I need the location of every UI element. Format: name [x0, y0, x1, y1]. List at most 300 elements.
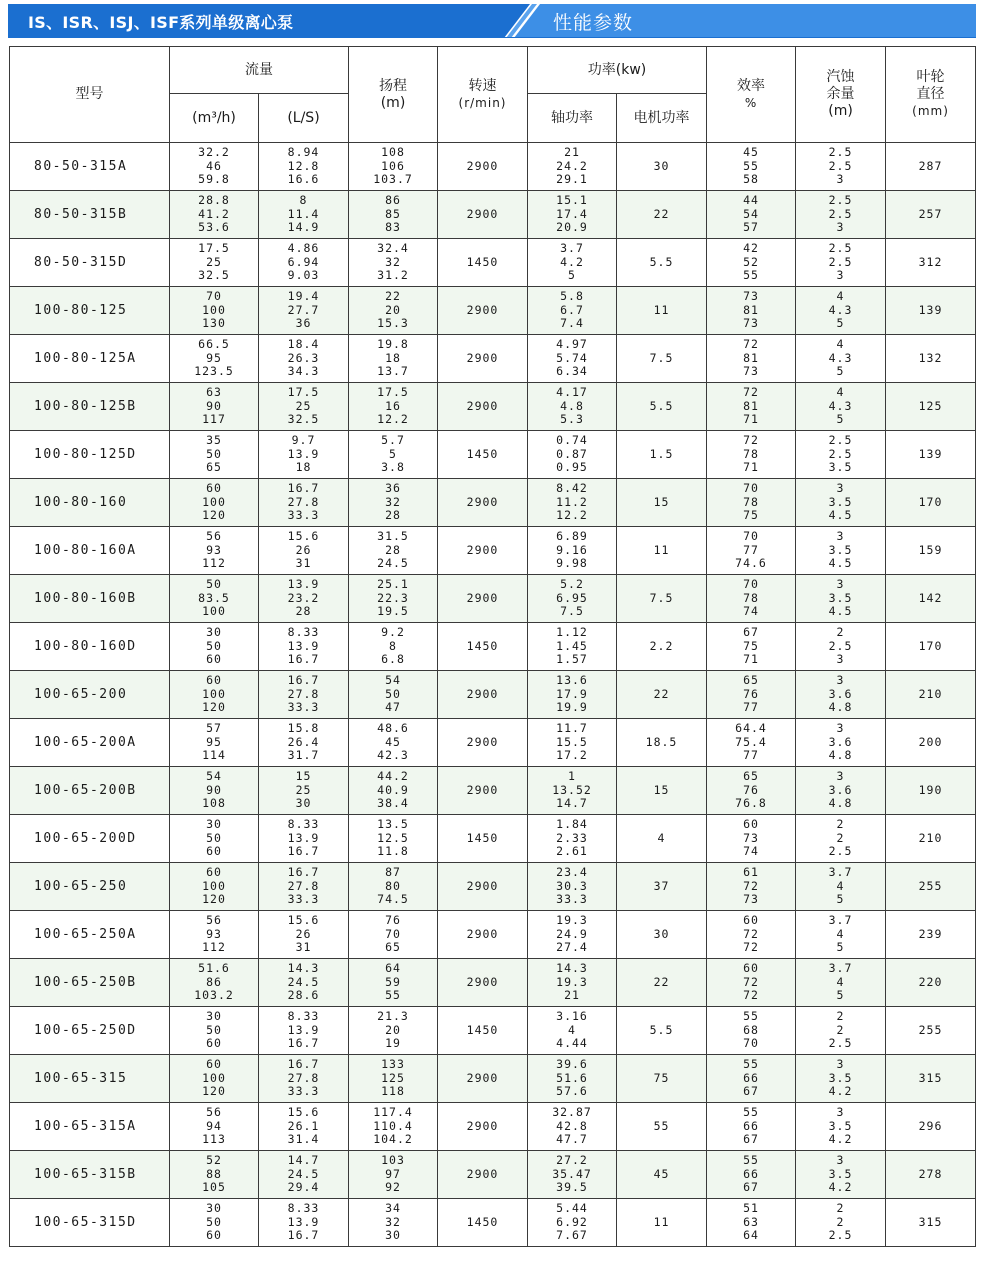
cell-npsh [796, 239, 886, 287]
cell-efficiency [707, 1055, 796, 1103]
cell-flow-ls [259, 623, 349, 671]
cell-efficiency-value: 81 [743, 398, 759, 413]
cell-npsh-value: 4.5 [828, 604, 853, 619]
cell-npsh-value: 2.5 [828, 638, 853, 653]
cell-efficiency-value: 72 [743, 974, 759, 989]
cell-shaft-power-value: 23.4 [556, 865, 588, 880]
cell-head [349, 863, 438, 911]
cell-npsh-value: 3.5 [828, 460, 853, 475]
cell-flow-m3h [170, 431, 259, 479]
cell-head-value: 12.2 [377, 412, 409, 427]
cell-flow-ls-value: 13.9 [287, 577, 320, 592]
cell-shaft-power-value: 5.8 [560, 289, 584, 304]
cell-flow-m3h-value: 60 [206, 673, 222, 688]
cell-npsh-value: 2.5 [828, 446, 853, 461]
cell-impeller: 220 [886, 959, 976, 1007]
cell-efficiency-value: 72 [743, 988, 759, 1003]
cell-model: 100-65-200A [10, 719, 170, 767]
cell-speed: 2900 [438, 863, 528, 911]
cell-impeller: 296 [886, 1103, 976, 1151]
cell-npsh-value: 3.5 [828, 1166, 853, 1181]
cell-flow-m3h-value: 60 [206, 481, 222, 496]
cell-shaft-power-value: 3.16 [556, 1009, 588, 1024]
cell-npsh [796, 431, 886, 479]
cell-efficiency-value: 55 [743, 268, 759, 283]
cell-npsh [796, 959, 886, 1007]
cell-efficiency-value: 63 [743, 1214, 759, 1229]
cell-efficiency-value: 76 [743, 686, 759, 701]
cell-efficiency-value: 78 [743, 494, 759, 509]
cell-shaft-power-value: 0.87 [556, 446, 588, 461]
cell-motor-power: 55 [617, 1103, 707, 1151]
cell-efficiency-value: 65 [743, 673, 759, 688]
cell-head-value: 17.5 [377, 385, 409, 400]
cell-flow-ls-value: 6.94 [287, 254, 320, 269]
cell-efficiency-value: 58 [743, 172, 759, 187]
cell-speed: 1450 [438, 623, 528, 671]
cell-flow-m3h-value: 59.8 [198, 172, 230, 187]
cell-flow-ls-value: 18 [295, 460, 312, 475]
cell-speed: 2900 [438, 719, 528, 767]
cell-impeller: 287 [886, 143, 976, 191]
cell-model: 100-65-250B [10, 959, 170, 1007]
cell-shaft-power-value: 9.16 [556, 542, 588, 557]
cell-shaft-power-value: 4 [568, 1022, 576, 1037]
cell-npsh-value: 2.5 [828, 241, 853, 256]
cell-head-value: 16 [385, 398, 401, 413]
cell-model: 100-80-125 [10, 287, 170, 335]
cell-motor-power: 18.5 [617, 719, 707, 767]
cell-efficiency-value: 76 [743, 782, 759, 797]
cell-flow-m3h-value: 56 [206, 529, 222, 544]
cell-shaft-power-value: 3.7 [560, 241, 584, 256]
cell-head [349, 1151, 438, 1199]
cell-efficiency [707, 815, 796, 863]
cell-flow-m3h-value: 93 [206, 926, 222, 941]
cell-speed: 2900 [438, 383, 528, 431]
cell-motor-power: 5.5 [617, 383, 707, 431]
cell-shaft-power [528, 383, 617, 431]
cell-head-value: 13.7 [377, 364, 409, 379]
cell-head-value: 97 [385, 1166, 401, 1181]
cell-impeller: 132 [886, 335, 976, 383]
cell-npsh-value: 4.8 [828, 700, 853, 715]
cell-npsh-value: 2 [836, 830, 845, 845]
cell-shaft-power-value: 0.95 [556, 460, 588, 475]
cell-head-value: 38.4 [377, 796, 409, 811]
cell-flow-ls-value: 16.7 [287, 1057, 320, 1072]
cell-npsh-value: 3.5 [828, 1070, 853, 1085]
cell-flow-ls-value: 15 [295, 769, 312, 784]
cell-npsh-value: 4 [836, 337, 845, 352]
cell-npsh-value: 2.5 [828, 433, 853, 448]
cell-flow-ls-value: 24.5 [287, 1166, 320, 1181]
table-row [10, 623, 976, 671]
cell-flow-m3h [170, 575, 259, 623]
cell-npsh-value: 2.5 [828, 145, 853, 160]
cell-shaft-power-value: 2.61 [556, 844, 588, 859]
cell-head [349, 143, 438, 191]
cell-head-value: 80 [385, 878, 401, 893]
cell-head-value: 87 [385, 865, 401, 880]
cell-shaft-power-value: 4.17 [556, 385, 588, 400]
cell-npsh-value: 4.3 [828, 350, 853, 365]
cell-impeller: 255 [886, 1007, 976, 1055]
cell-flow-m3h-value: 32.5 [198, 268, 230, 283]
cell-npsh [796, 671, 886, 719]
cell-head-value: 92 [385, 1180, 401, 1195]
cell-shaft-power-value: 24.2 [556, 158, 588, 173]
cell-model: 100-65-315B [10, 1151, 170, 1199]
cell-flow-ls-value: 28 [295, 604, 312, 619]
cell-flow-ls-value: 26.1 [287, 1118, 320, 1133]
cell-flow-m3h-value: 88 [206, 1166, 222, 1181]
cell-head-value: 76 [385, 913, 401, 928]
cell-npsh-value: 3 [836, 769, 845, 784]
cell-flow-ls [259, 527, 349, 575]
table-row [10, 479, 976, 527]
cell-head [349, 911, 438, 959]
cell-efficiency [707, 287, 796, 335]
cell-motor-power: 22 [617, 959, 707, 1007]
cell-flow-m3h-value: 50 [206, 830, 222, 845]
performance-table [9, 46, 976, 1247]
table-row [10, 911, 976, 959]
cell-head-value: 32 [385, 254, 401, 269]
cell-flow-m3h-value: 100 [202, 686, 226, 701]
cell-flow-m3h-value: 50 [206, 1214, 222, 1229]
cell-head-value: 32 [385, 494, 401, 509]
cell-npsh-value: 5 [836, 892, 845, 907]
cell-flow-m3h-value: 51.6 [198, 961, 230, 976]
cell-flow-ls [259, 863, 349, 911]
cell-impeller: 170 [886, 623, 976, 671]
cell-efficiency [707, 527, 796, 575]
cell-shaft-power-value: 39.5 [556, 1180, 588, 1195]
cell-speed: 2900 [438, 479, 528, 527]
cell-speed: 1450 [438, 431, 528, 479]
table-row [10, 239, 976, 287]
cell-speed: 1450 [438, 815, 528, 863]
cell-shaft-power [528, 719, 617, 767]
cell-speed: 2900 [438, 671, 528, 719]
header-speed-unit: (r/min) [458, 95, 507, 110]
cell-model: 100-65-200 [10, 671, 170, 719]
cell-npsh-value: 3.5 [828, 590, 853, 605]
cell-shaft-power-value: 47.7 [556, 1132, 588, 1147]
cell-efficiency-value: 55 [743, 1105, 759, 1120]
cell-npsh [796, 383, 886, 431]
table-row [10, 1199, 976, 1247]
cell-speed: 2900 [438, 1103, 528, 1151]
cell-shaft-power-value: 21 [564, 145, 580, 160]
cell-flow-ls-value: 14.9 [287, 220, 320, 235]
table-row [10, 431, 976, 479]
cell-model: 100-65-250D [10, 1007, 170, 1055]
cell-motor-power: 37 [617, 863, 707, 911]
cell-flow-ls [259, 431, 349, 479]
cell-npsh-value: 2 [836, 1022, 845, 1037]
cell-efficiency-value: 77 [743, 748, 759, 763]
cell-flow-m3h-value: 95 [206, 734, 222, 749]
cell-shaft-power [528, 479, 617, 527]
cell-efficiency-value: 66 [743, 1118, 759, 1133]
cell-npsh [796, 767, 886, 815]
cell-npsh [796, 191, 886, 239]
cell-head-value: 108 [381, 145, 405, 160]
cell-efficiency [707, 191, 796, 239]
cell-flow-ls-value: 16.7 [287, 1036, 320, 1051]
cell-npsh-value: 3.5 [828, 542, 853, 557]
cell-flow-ls-value: 31 [295, 556, 312, 571]
cell-efficiency-value: 67 [743, 1180, 759, 1195]
table-row [10, 287, 976, 335]
cell-flow-m3h-value: 50 [206, 446, 222, 461]
cell-flow-m3h [170, 815, 259, 863]
cell-flow-m3h-value: 100 [202, 604, 226, 619]
cell-speed: 2900 [438, 959, 528, 1007]
cell-npsh [796, 863, 886, 911]
cell-flow-m3h-value: 112 [202, 556, 226, 571]
cell-shaft-power-value: 27.2 [556, 1153, 588, 1168]
table-row [10, 863, 976, 911]
cell-efficiency-value: 70 [743, 529, 759, 544]
cell-flow-ls-value: 25 [295, 398, 312, 413]
cell-efficiency-value: 70 [743, 1036, 759, 1051]
cell-flow-ls-value: 13.9 [287, 446, 320, 461]
header-speed [438, 47, 528, 143]
cell-flow-ls-value: 8.33 [287, 625, 320, 640]
cell-head-value: 11.8 [377, 844, 409, 859]
cell-npsh-value: 4.2 [828, 1180, 853, 1195]
cell-head-value: 25.1 [377, 577, 409, 592]
cell-shaft-power-value: 5.74 [556, 350, 588, 365]
cell-shaft-power [528, 527, 617, 575]
cell-head-value: 45 [385, 734, 401, 749]
cell-flow-ls-value: 36 [295, 316, 312, 331]
cell-npsh-value: 3.7 [828, 961, 853, 976]
cell-head-value: 13.5 [377, 817, 409, 832]
cell-npsh-value: 4.8 [828, 748, 853, 763]
cell-impeller: 210 [886, 671, 976, 719]
cell-efficiency [707, 431, 796, 479]
cell-npsh-value: 3 [836, 1057, 845, 1072]
cell-npsh-value: 5 [836, 316, 845, 331]
cell-efficiency [707, 911, 796, 959]
cell-head-value: 5 [389, 446, 397, 461]
table-row [10, 1151, 976, 1199]
cell-flow-m3h-value: 86 [206, 974, 222, 989]
cell-efficiency-value: 71 [743, 412, 759, 427]
cell-flow-ls-value: 28.6 [287, 988, 320, 1003]
cell-shaft-power [528, 863, 617, 911]
cell-efficiency-value: 75 [743, 508, 759, 523]
cell-flow-m3h [170, 863, 259, 911]
cell-motor-power: 22 [617, 671, 707, 719]
cell-flow-ls-value: 31 [295, 940, 312, 955]
cell-shaft-power-value: 13.52 [552, 782, 592, 797]
cell-impeller: 139 [886, 287, 976, 335]
cell-flow-ls [259, 143, 349, 191]
cell-efficiency-value: 55 [743, 158, 759, 173]
cell-shaft-power-value: 1.84 [556, 817, 588, 832]
cell-efficiency-value: 42 [743, 241, 759, 256]
cell-shaft-power-value: 6.89 [556, 529, 588, 544]
cell-shaft-power-value: 12.2 [556, 508, 588, 523]
cell-impeller: 139 [886, 431, 976, 479]
cell-efficiency-value: 45 [743, 145, 759, 160]
header-impeller-label: 叶轮 [916, 69, 945, 85]
cell-npsh-value: 2 [836, 625, 845, 640]
cell-model: 100-80-160A [10, 527, 170, 575]
cell-impeller: 200 [886, 719, 976, 767]
cell-shaft-power-value: 15.1 [556, 193, 588, 208]
cell-flow-ls-value: 26 [295, 542, 312, 557]
cell-motor-power: 11 [617, 527, 707, 575]
cell-flow-ls-value: 15.6 [287, 913, 320, 928]
cell-shaft-power [528, 767, 617, 815]
cell-flow-m3h-value: 60 [206, 1036, 222, 1051]
cell-head-value: 110.4 [373, 1118, 413, 1133]
cell-model: 80-50-315D [10, 239, 170, 287]
cell-flow-ls-value: 27.7 [287, 302, 320, 317]
cell-flow-m3h-value: 95 [206, 350, 222, 365]
cell-shaft-power-value: 5.44 [556, 1201, 588, 1216]
cell-efficiency [707, 863, 796, 911]
cell-shaft-power-value: 35.47 [552, 1166, 592, 1181]
cell-efficiency-value: 77 [743, 700, 759, 715]
cell-impeller: 278 [886, 1151, 976, 1199]
cell-flow-m3h-value: 25 [206, 254, 222, 269]
cell-flow-m3h-value: 70 [206, 289, 222, 304]
cell-flow-m3h [170, 911, 259, 959]
cell-motor-power: 2.2 [617, 623, 707, 671]
cell-flow-ls-value: 13.9 [287, 638, 320, 653]
cell-speed: 2900 [438, 1151, 528, 1199]
cell-flow-ls [259, 191, 349, 239]
cell-shaft-power [528, 287, 617, 335]
cell-speed: 1450 [438, 1199, 528, 1247]
table-row [10, 143, 976, 191]
cell-flow-m3h [170, 479, 259, 527]
cell-npsh [796, 1103, 886, 1151]
cell-flow-ls-value: 27.8 [287, 878, 320, 893]
header-impeller [886, 47, 976, 143]
cell-flow-m3h-value: 60 [206, 652, 222, 667]
cell-shaft-power-value: 5 [568, 268, 576, 283]
cell-head-value: 32 [385, 1214, 401, 1229]
cell-shaft-power [528, 671, 617, 719]
cell-npsh-value: 3.6 [828, 782, 853, 797]
cell-flow-m3h-value: 120 [202, 508, 226, 523]
cell-flow-ls-value: 16.7 [287, 865, 320, 880]
cell-shaft-power-value: 0.74 [556, 433, 588, 448]
cell-shaft-power-value: 4.2 [560, 254, 584, 269]
cell-flow-m3h-value: 130 [202, 316, 226, 331]
cell-flow-m3h-value: 50 [206, 577, 222, 592]
cell-flow-ls-value: 31.7 [287, 748, 320, 763]
cell-npsh-value: 5 [836, 364, 845, 379]
table-row [10, 1055, 976, 1103]
cell-motor-power: 5.5 [617, 1007, 707, 1055]
cell-model: 100-65-315D [10, 1199, 170, 1247]
cell-impeller: 210 [886, 815, 976, 863]
cell-efficiency [707, 335, 796, 383]
cell-motor-power: 22 [617, 191, 707, 239]
cell-motor-power: 1.5 [617, 431, 707, 479]
cell-efficiency [707, 383, 796, 431]
cell-head [349, 191, 438, 239]
cell-model: 100-80-160D [10, 623, 170, 671]
header-head-unit: (m) [380, 94, 406, 111]
cell-speed: 2900 [438, 575, 528, 623]
cell-efficiency-value: 52 [743, 254, 759, 269]
cell-npsh-value: 2 [836, 817, 845, 832]
cell-flow-m3h-value: 63 [206, 385, 222, 400]
cell-speed: 1450 [438, 1007, 528, 1055]
cell-npsh-value: 4 [836, 974, 845, 989]
cell-flow-ls [259, 287, 349, 335]
cell-model: 100-65-200D [10, 815, 170, 863]
cell-flow-ls [259, 1055, 349, 1103]
cell-head [349, 335, 438, 383]
cell-shaft-power-value: 32.87 [552, 1105, 592, 1120]
cell-head-value: 19.8 [377, 337, 409, 352]
cell-flow-m3h-value: 66.5 [198, 337, 230, 352]
cell-head [349, 575, 438, 623]
cell-flow-m3h-value: 83.5 [198, 590, 230, 605]
cell-flow-ls-value: 34.3 [287, 364, 320, 379]
cell-head-value: 19 [385, 1036, 401, 1051]
header-efficiency-unit: % [744, 95, 758, 110]
cell-npsh-value: 2.5 [828, 1036, 853, 1051]
cell-flow-m3h-value: 90 [206, 398, 222, 413]
cell-flow-m3h [170, 1007, 259, 1055]
cell-shaft-power-value: 7.5 [560, 604, 584, 619]
cell-flow-m3h-value: 30 [206, 817, 222, 832]
cell-flow-m3h-value: 50 [206, 638, 222, 653]
header-power: 功率(kw) [528, 47, 707, 94]
cell-flow-ls-value: 18.4 [287, 337, 320, 352]
cell-head-value: 64 [385, 961, 401, 976]
cell-flow-ls-value: 8.33 [287, 1201, 320, 1216]
cell-efficiency-value: 72 [743, 433, 759, 448]
cell-efficiency-value: 78 [743, 446, 759, 461]
cell-head-value: 30 [385, 1228, 401, 1243]
cell-efficiency-value: 60 [743, 913, 759, 928]
cell-efficiency-value: 57 [743, 220, 759, 235]
cell-npsh-value: 4.3 [828, 302, 853, 317]
cell-flow-ls [259, 671, 349, 719]
cell-npsh [796, 575, 886, 623]
cell-npsh [796, 335, 886, 383]
cell-npsh [796, 287, 886, 335]
cell-head-value: 40.9 [377, 782, 409, 797]
cell-flow-ls [259, 911, 349, 959]
cell-npsh-value: 4 [836, 926, 845, 941]
cell-head [349, 1055, 438, 1103]
cell-flow-ls-value: 32.5 [287, 412, 320, 427]
cell-npsh-value: 2 [836, 1201, 845, 1216]
header-speed-label: 转速 [468, 77, 497, 94]
banner-title: IS、ISR、ISJ、ISF系列单级离心泵 [28, 13, 294, 32]
cell-head-value: 22 [385, 289, 401, 304]
cell-head [349, 239, 438, 287]
cell-shaft-power-value: 21 [564, 988, 580, 1003]
cell-npsh [796, 1055, 886, 1103]
cell-flow-ls-value: 24.5 [287, 974, 320, 989]
cell-impeller: 170 [886, 479, 976, 527]
